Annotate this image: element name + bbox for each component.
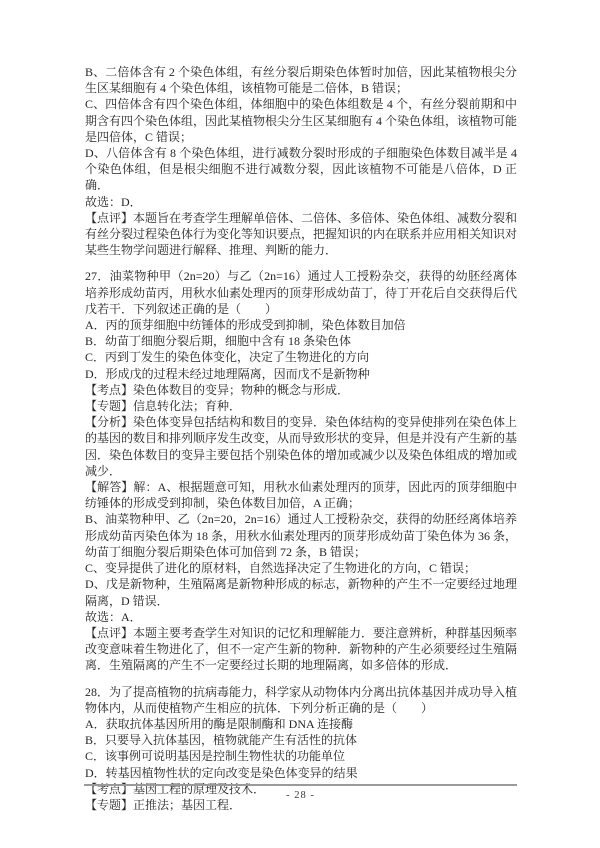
- question-27-topic: 【专题】信息转化法；育种．: [85, 399, 242, 414]
- question-27-option-c: C．丙到丁发生的染色体变化，决定了生物进化的方向: [85, 350, 370, 365]
- question-27-solution-c: C、变异提供了进化的原材料，自然选择决定了生物进化的方向，C 错误；: [85, 561, 477, 576]
- question-27-solution-b: B、油菜物种甲、乙（2n=20，2n=16）通过人工授粉杂交，获得的幼胚经离体培养形成幼苗丙染色体为 18 条，用秋水仙素处理丙的顶芽形成幼苗丁染色体为 36 条，幼苗丁细胞分裂后期染色体可加倍到 72 条，B 错误；: [85, 512, 518, 559]
- question-27-option-b: B．幼苗丁细胞分裂后期，细胞中含有 18 条染色体: [85, 334, 352, 349]
- question-27-exam-point: 【考点】染色体数目的变异；物种的概念与形成．: [85, 382, 350, 397]
- question-27-stem: 27．油菜物种甲（2n=20）与乙（2n=16）通过人工授粉杂交，获得的幼胚经离体培养形成幼苗丙，用秋水仙素处理丙的顶芽形成幼苗丁，待丁开花后自交获得后代戊若干．下列叙述正确的是（ ）: [85, 269, 518, 316]
- question-27-solution-a: 【解答】解：A、根据题意可知，用秋水仙素处理丙的顶芽，因此丙的顶芽细胞中纺锤体的形成受到抑制，染色体数目加倍，A 正确；: [85, 480, 517, 511]
- answer-option-b-evaluation: B、二倍体含有 2 个染色体组，有丝分裂后期染色体暂时加倍，因此某植物根尖分生区某细胞有 4 个染色体组，该植物可能是二倍体，B 错误；: [85, 65, 517, 96]
- question-28-exam-point: 【考点】基因工程的原理及技术．: [85, 781, 266, 796]
- answer-comment: 【点评】本题旨在考查学生理解单倍体、二倍体、多倍体、染色体组、减数分裂和有丝分裂过程染色体行为变化等知识要点，把握知识的内在联系并应用相关知识对某些生物学问题进行解释、推理、判断的能力．: [85, 210, 518, 258]
- answer-conclusion: 故选：D．: [85, 194, 142, 209]
- page-footer: [84, 784, 517, 801]
- question-28-option-c: C．该事例可说明基因是控制生物性状的功能单位: [85, 749, 346, 764]
- question-28-topic: 【专题】正推法；基因工程．: [85, 797, 242, 812]
- question-27-option-a: A．丙的顶芽细胞中纺锤体的形成受到抑制，染色体数目加倍: [85, 318, 406, 333]
- question-27-comment: 【点评】本题主要考查学生对知识的记忆和理解能力．要注意辨析，种群基因频率改变意味着生物进化了，但不一定产生新的物种．新物种的产生必须要经过生殖隔离．生殖隔离的产生不一定要经过长期的地理隔离，如多倍体的形成．: [85, 625, 518, 673]
- question-28-option-a: A．获取抗体基因所用的酶是限制酶和 DNA 连接酶: [85, 716, 354, 731]
- question-27-option-d: D．形成戊的过程未经过地理隔离，因而戊不是新物种: [85, 366, 370, 381]
- prev-question-answer-block: [85, 64, 517, 258]
- question-28-stem: 28．为了提高植物的抗病毒能力，科学家从动物体内分离出抗体基因并成功导入植物体内，从而使植物产生相应的抗体．下列分析正确的是（ ）: [85, 684, 518, 715]
- answer-option-d-evaluation: D、八倍体含有 8 个染色体组，进行减数分裂时形成的子细胞染色体数目减半是 4 个染色体组，但是根尖细胞不进行减数分裂，因此该植物不可能是八倍体，D 正确．: [85, 146, 517, 193]
- question-27-conclusion: 故选：A．: [85, 609, 142, 624]
- page-number: - 28 -: [286, 790, 315, 801]
- question-27-block: [85, 268, 517, 673]
- question-27-solution-d: D、戊是新物种，生殖隔离是新物种形成的标志，新物种的产生不一定要经过地理隔离，D 错误．: [85, 577, 517, 608]
- question-27-analysis: 【分析】染色体变异包括结构和数目的变异．染色体结构的变异使排列在染色体上的基因的数目和排列顺序发生改变，从而导致形状的变异，但是并没有产生新的基因．染色体数目的变异主要包括个别染色体的增加或减少以及染色体组成的增加或减少．: [85, 415, 518, 478]
- question-28-option-b: B．只要导入抗体基因，植物就能产生有活性的抗体: [85, 733, 358, 748]
- answer-option-c-evaluation: C、四倍体含有四个染色体组，体细胞中的染色体组数是 4 个，有丝分裂前期和中期含有四个染色体组，因此某植物根尖分生区某细胞有 4 个染色体组，该植物可能是四倍体，C 错误；: [85, 97, 518, 144]
- question-28-option-d: D．转基因植物性状的定向改变是染色体变异的结果: [85, 765, 358, 780]
- exam-answer-page-content: [85, 64, 517, 813]
- footer-divider: [84, 784, 517, 786]
